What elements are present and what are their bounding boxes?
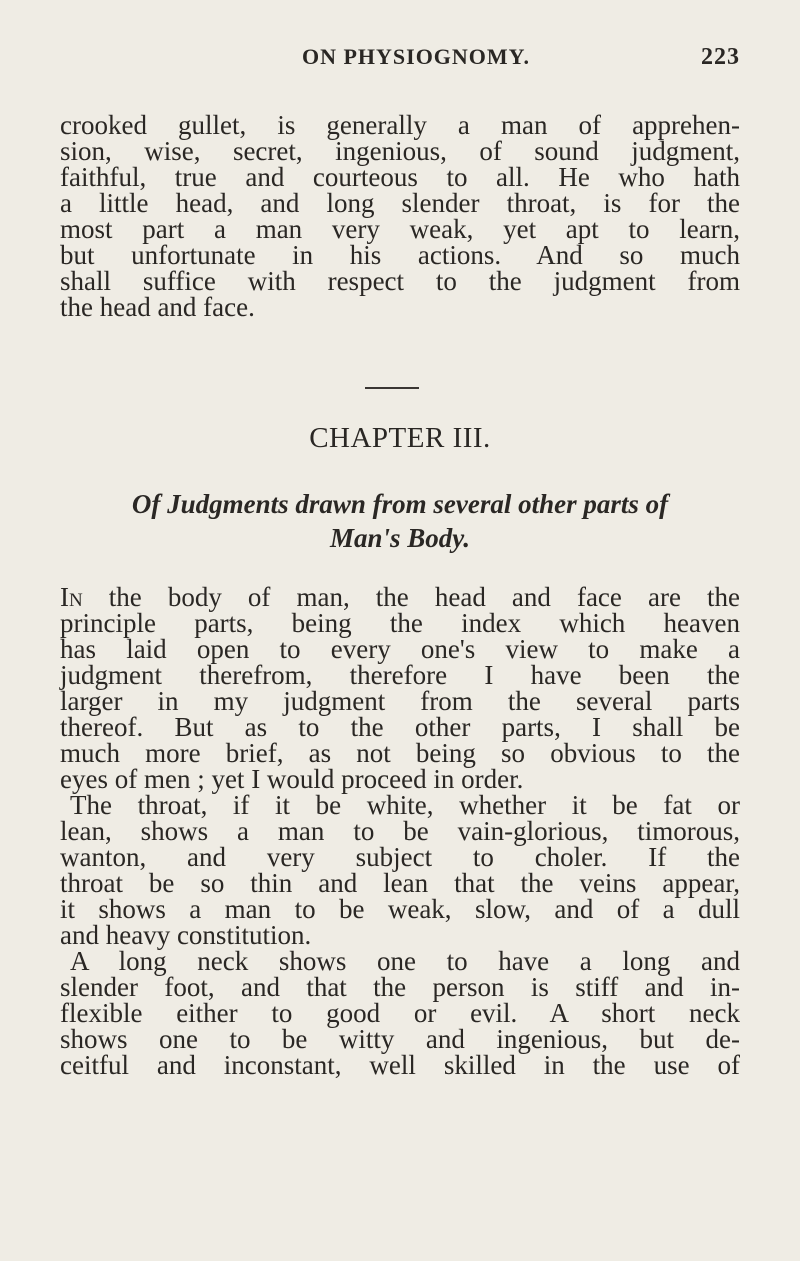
text-line-rest: the body of man, the head and face are the: [82, 582, 740, 612]
chapter-body: [60, 584, 740, 1078]
text-line: a little head, and long slender throat, is for the: [60, 188, 740, 218]
chapter-heading: CHAPTER III.: [309, 422, 491, 454]
text-line: and heavy constitution.: [60, 920, 312, 950]
section-divider-rule: [365, 387, 419, 389]
text-line: eyes of men ; yet I would proceed in order.: [60, 764, 524, 794]
text-line: sion, wise, secret, ingenious, of sound judgment,: [60, 136, 740, 166]
text-line: has laid open to every one's view to make a: [60, 634, 740, 664]
text-line: much more brief, as not being so obvious to the: [60, 738, 740, 768]
text-line: slender foot, and that the person is stiff and in-: [60, 972, 740, 1002]
text-line: thereof. But as to the other parts, I shall be: [60, 712, 740, 742]
subtitle-line: Of Judgments drawn from several other parts of: [131, 489, 669, 519]
chapter-subtitle: [60, 487, 740, 555]
running-head: [100, 44, 740, 84]
text-line: but unfortunate in his actions. And so much: [60, 240, 740, 270]
text-line: The throat, if it be white, whether it be fat or: [70, 790, 740, 820]
text-line: crooked gullet, is generally a man of apprehen-: [60, 110, 740, 140]
running-title: ON PHYSIOGNOMY.: [301, 44, 531, 69]
text-line: judgment therefrom, therefore I have been the: [60, 660, 740, 690]
text-line: shall suffice with respect to the judgment from: [60, 266, 740, 296]
paragraph-continued: [60, 112, 740, 320]
text-line: it shows a man to be weak, slow, and of a dull: [60, 894, 740, 924]
text-line: wanton, and very subject to choler. If the: [60, 842, 740, 872]
text-line: throat be so thin and lean that the veins appear,: [60, 868, 740, 898]
text-line: principle parts, being the index which heaven: [60, 608, 740, 638]
text-line: ceitful and inconstant, well skilled in the use of: [60, 1050, 740, 1080]
text-line: lean, shows a man to be vain-glorious, timorous,: [60, 816, 740, 846]
text-line: larger in my judgment from the several parts: [60, 686, 740, 716]
page-number: 223: [701, 44, 740, 70]
text-line-first: [60, 584, 740, 610]
text-line: the head and face.: [60, 292, 255, 322]
text-line: shows one to be witty and ingenious, but de-: [60, 1024, 740, 1054]
text-line: flexible either to good or evil. A short neck: [60, 998, 740, 1028]
text-line: faithful, true and courteous to all. He who hath: [60, 162, 740, 192]
text-line: most part a man very weak, yet apt to learn,: [60, 214, 740, 244]
subtitle-line: Man's Body.: [329, 523, 471, 553]
text-line: A long neck shows one to have a long and: [70, 946, 740, 976]
drop-word: In: [60, 582, 83, 612]
